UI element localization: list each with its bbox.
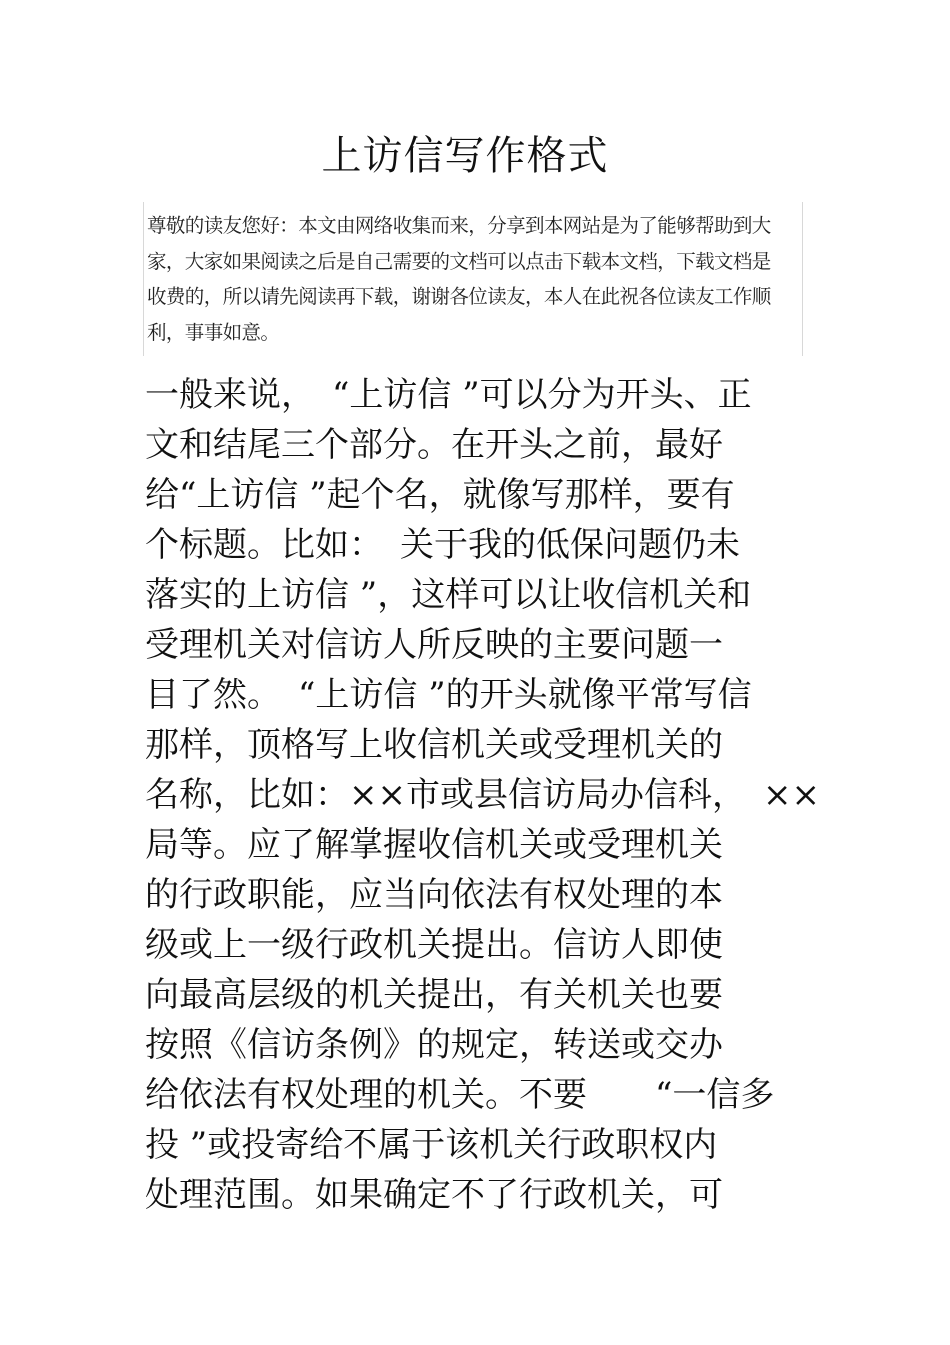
body-line: 受理机关对信访人所反映的主要问题一 bbox=[145, 625, 723, 665]
body-line: 级或上一级行政机关提出。信访人即使 bbox=[145, 925, 723, 965]
body-paragraph bbox=[145, 370, 845, 1220]
notice-line: 家，大家如果阅读之后是自己需要的文档可以点击下载本文档，下载文档是 bbox=[147, 249, 771, 273]
body-line: 投 ”或投寄给不属于该机关行政职权内 bbox=[145, 1125, 718, 1165]
body-line: 落实的上访信 ”，这样可以让收信机关和 bbox=[145, 575, 752, 615]
body-line: 处理范围。如果确定不了行政机关，可 bbox=[145, 1175, 723, 1215]
body-line: 目了然。 “上访信 ”的开头就像平常写信 bbox=[145, 675, 752, 715]
body-line: 按照《信访条例》的规定，转送或交办 bbox=[145, 1025, 723, 1065]
body-line: 名称，比如：××市或县信访局办信科， ×× bbox=[145, 775, 820, 815]
notice-line: 收费的，所以请先阅读再下载，谢谢各位读友，本人在此祝各位读友工作顺 bbox=[147, 285, 771, 308]
body-line: 个标题。比如： 关于我的低保问题仍未 bbox=[145, 525, 740, 565]
body-line: 文和结尾三个部分。在开头之前，最好 bbox=[145, 425, 723, 465]
document-title: 上访信写作格式 bbox=[321, 133, 609, 179]
body-line: 一般来说， “上访信 ”可以分为开头、正 bbox=[145, 375, 752, 415]
body-line: 的行政职能，应当向依法有权处理的本 bbox=[145, 875, 723, 915]
reader-notice-box bbox=[143, 202, 803, 356]
body-line: 那样，顶格写上收信机关或受理机关的 bbox=[145, 725, 723, 765]
body-line: 给依法有权处理的机关。不要 “一信多 bbox=[145, 1075, 775, 1115]
body-line: 向最高层级的机关提出，有关机关也要 bbox=[145, 975, 723, 1015]
notice-line: 利，事事如意。 bbox=[147, 320, 280, 344]
body-line: 给“上访信 ”起个名，就像写那样，要有 bbox=[145, 475, 735, 515]
notice-line: 尊敬的读友您好：本文由网络收集而来，分享到本网站是为了能够帮助到大 bbox=[147, 214, 771, 237]
body-line: 局等。应了解掌握收信机关或受理机关 bbox=[145, 825, 723, 865]
